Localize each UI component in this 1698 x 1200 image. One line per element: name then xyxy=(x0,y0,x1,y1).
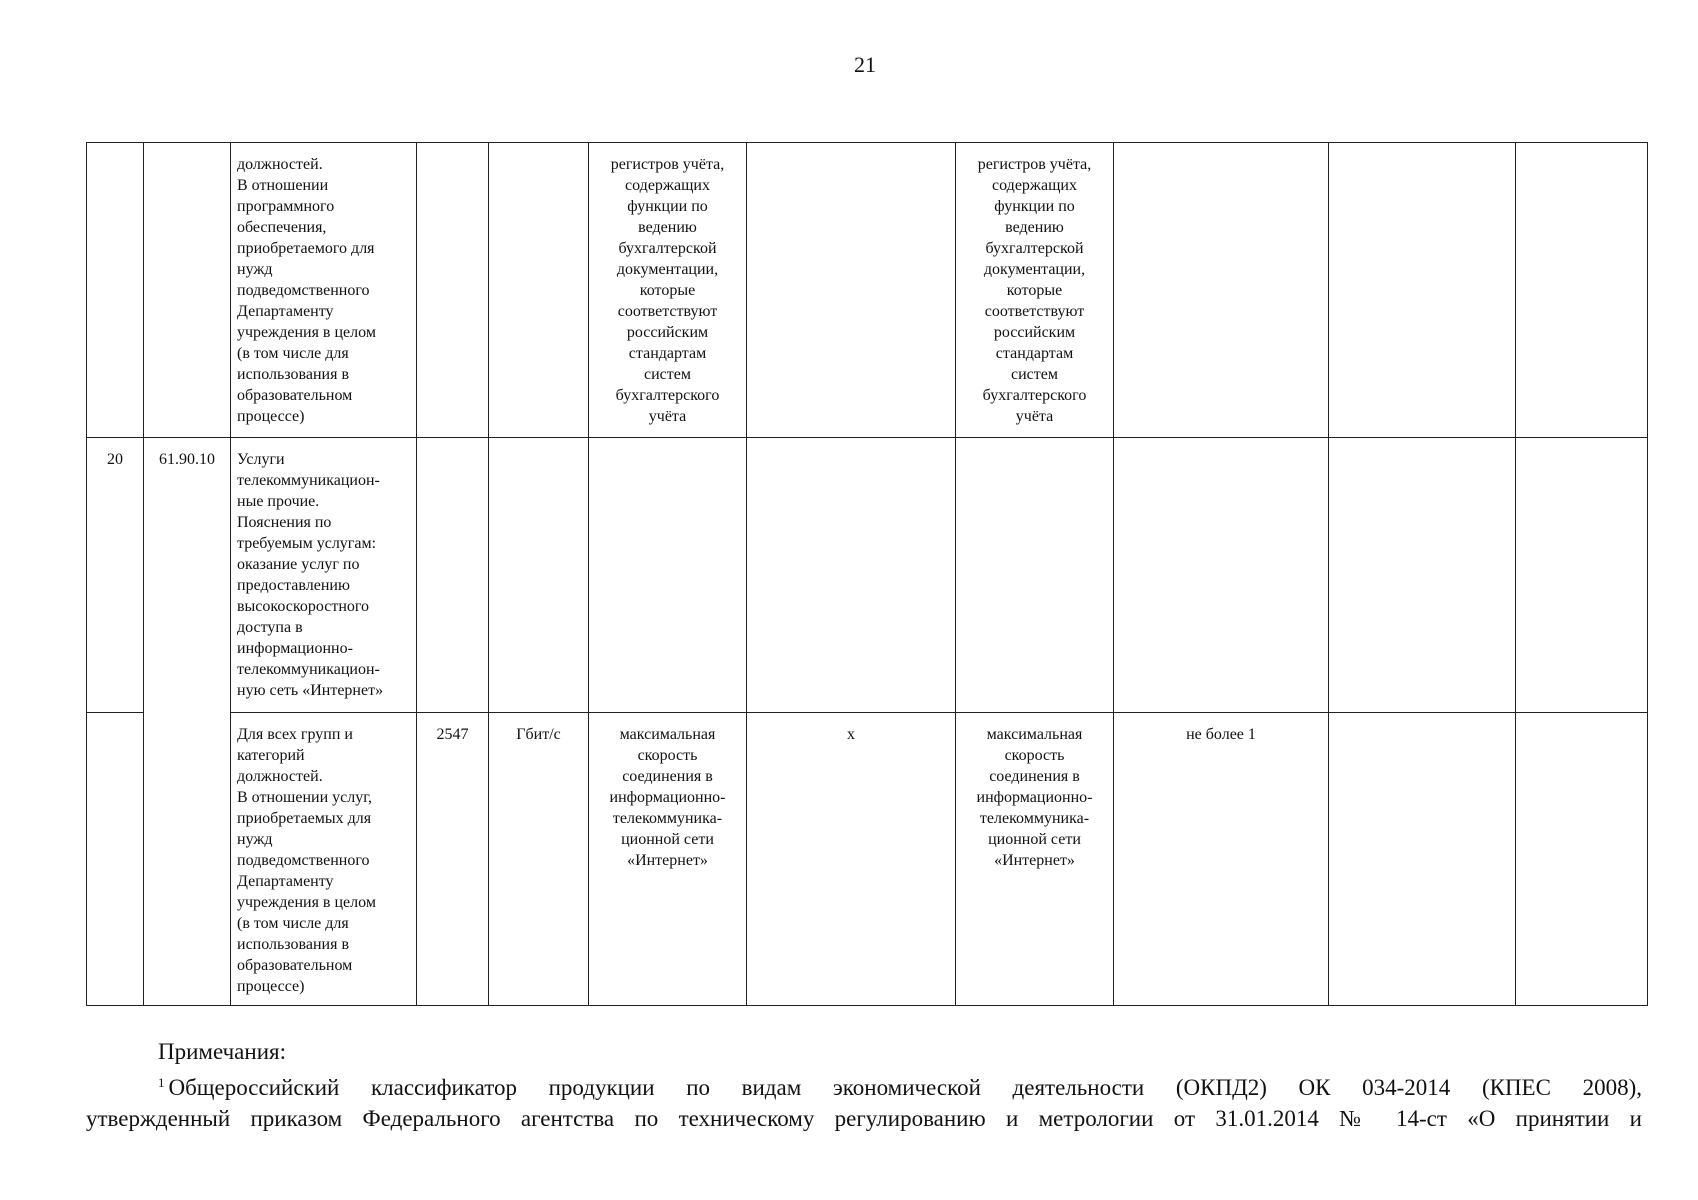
unit-cell xyxy=(489,143,589,438)
table-row xyxy=(87,713,1648,1006)
footnote-line: утвержденный приказом Федерального агентства по техническому регулированию и метрологии от 31.01.2014 № 14-ст «О принятии и xyxy=(86,1106,1642,1131)
characteristic-cell: регистров учёта, содержащих функции по ведению бухгалтерской документации, которые соответствуют российским стандартам систем бухгалтерского учёта xyxy=(956,143,1114,438)
characteristic-cell xyxy=(589,438,747,713)
footnote-number: 1 xyxy=(158,1075,165,1090)
okpd-code-cell: 61.90.10 xyxy=(144,438,231,1006)
extra-cell xyxy=(1329,143,1516,438)
extra-cell xyxy=(1516,713,1648,1006)
characteristic-cell: максимальная скорость соединения в информационно- телекоммуника- ционной сети «Интернет» xyxy=(956,713,1114,1006)
okei-code-cell xyxy=(417,143,489,438)
page-number: 21 xyxy=(854,52,876,77)
value-cell xyxy=(1114,438,1329,713)
row-number-cell xyxy=(87,143,144,438)
value-cell xyxy=(747,143,956,438)
characteristic-cell: регистров учёта, содержащих функции по ведению бухгалтерской документации, которые соответствуют российским стандартам систем бухгалтерского учёта xyxy=(589,143,747,438)
table-row xyxy=(87,143,1648,438)
description-cell: Услуги телекоммуникацион- ные прочие. Пояснения по требуемым услугам: оказание услуг по предоставлению высокоскоростного доступа в информационно- телекоммуникацион- ную сеть «Интернет» xyxy=(231,438,417,713)
value-cell xyxy=(1114,143,1329,438)
description-cell: Для всех групп и категорий должностей. В отношении услуг, приобретаемых для нужд подведомственного Департаменту учреждения в целом (в том числе для использования в образовательном процессе) xyxy=(231,713,417,1006)
notes-title: Примечания: xyxy=(158,1039,286,1064)
description-cell: должностей. В отношении программного обеспечения, приобретаемого для нужд подведомственного Департаменту учреждения в целом (в том числе для использования в образовательном процессе) xyxy=(231,143,417,438)
unit-cell: Гбит/с xyxy=(489,713,589,1006)
requirements-table xyxy=(86,142,1648,1006)
extra-cell xyxy=(1516,438,1648,713)
footnote-text: Общероссийский классификатор продукции по видам экономической деятельности (ОКПД2) ОК 034-2014 (КПЕС 2008), xyxy=(168,1075,1642,1100)
extra-cell xyxy=(1329,438,1516,713)
value-cell: не более 1 xyxy=(1114,713,1329,1006)
table-row xyxy=(87,438,1648,713)
unit-cell xyxy=(489,438,589,713)
notes-section xyxy=(86,1036,1642,1134)
extra-cell xyxy=(1516,143,1648,438)
okei-code-cell xyxy=(417,438,489,713)
extra-cell xyxy=(1329,713,1516,1006)
value-cell xyxy=(747,438,956,713)
row-number-cell: 20 xyxy=(87,438,144,713)
characteristic-cell xyxy=(956,438,1114,713)
okpd-code-cell xyxy=(144,143,231,438)
footnote-line xyxy=(86,1067,1642,1103)
value-cell: x xyxy=(747,713,956,1006)
row-number-cell xyxy=(87,713,144,1006)
okei-code-cell: 2547 xyxy=(417,713,489,1006)
characteristic-cell: максимальная скорость соединения в информационно- телекоммуника- ционной сети «Интернет» xyxy=(589,713,747,1006)
